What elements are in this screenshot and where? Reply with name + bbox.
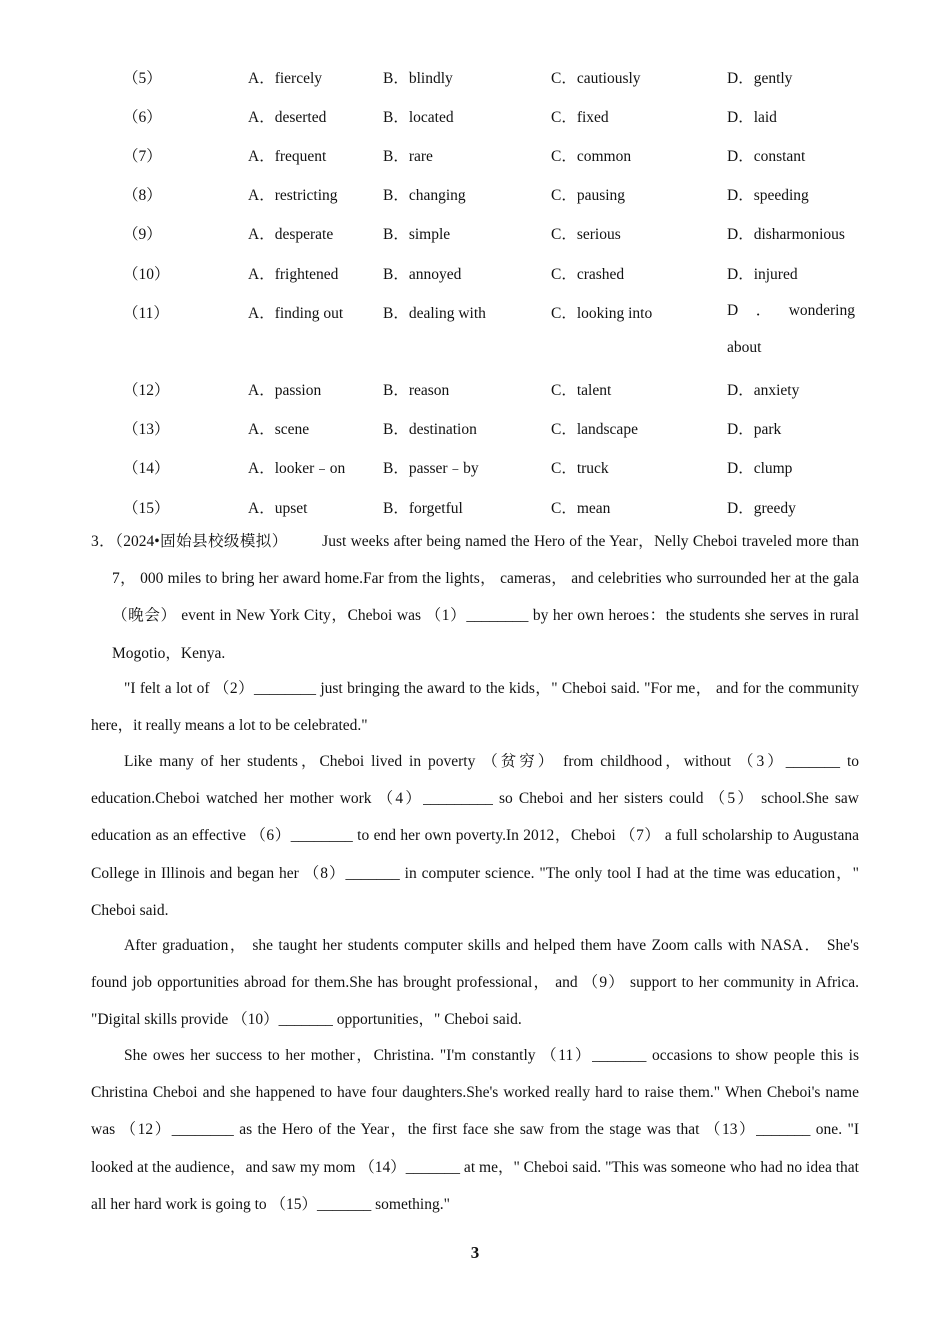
option-d: D．laid <box>727 109 777 126</box>
option-c: C．pausing <box>551 187 626 204</box>
option-a: A．frequent <box>248 148 327 165</box>
question-3-first-paragraph <box>91 523 859 672</box>
option-a: A．desperate <box>248 226 334 243</box>
question-number: （12） <box>123 382 170 399</box>
option-c: C．crashed <box>551 266 625 283</box>
option-c: C．looking into <box>551 305 653 322</box>
option-d: D．anxiety <box>727 382 800 399</box>
option-text: wondering <box>788 302 855 319</box>
option-d: D．constant <box>727 148 806 165</box>
option-b: B．located <box>383 109 454 126</box>
option-b: B．rare <box>383 148 433 165</box>
question-number: （7） <box>123 148 162 165</box>
passage-paragraph-3: Like many of her students，Cheboi lived in poverty （贫穷） from childhood，without （3）_______ to education.Cheboi watched her mother work （4）_________ so Cheboi and her sisters could （5） school.She saw education as an effective （6）________ to end her own poverty.In 2012，Cheboi （7） a full scholarship to Augustana College in Illinois and began her （8）_______ in computer science. "The only tool I had at the time was education，" Cheboi said. <box>91 753 859 919</box>
question-number: （5） <box>123 70 162 87</box>
option-c: C．fixed <box>551 109 609 126</box>
question-number: （15） <box>123 500 170 517</box>
option-d: D．disharmonious <box>727 226 845 243</box>
passage-paragraph: Just weeks after being named the Hero of the Year，Nelly Cheboi traveled more than 7， 000 miles to bring her award home.Far from the lights， cameras， and celebrities who surrounded her at the gala （晚会） event in New York City，Cheboi was （1）________ by her own heroes：the students she serves in rural Mogotio，Kenya. <box>112 533 859 662</box>
option-b: B．changing <box>383 187 466 204</box>
question-number: （10） <box>123 266 170 283</box>
option-d <box>727 292 855 366</box>
option-b: B．destination <box>383 421 477 438</box>
option-a: A．finding out <box>248 305 344 322</box>
question-number: （13） <box>123 421 170 438</box>
option-c: C．serious <box>551 226 621 243</box>
option-a: A．looker﹣on <box>248 460 346 477</box>
option-c: C．cautiously <box>551 70 641 87</box>
option-b: B．simple <box>383 226 451 243</box>
passage-paragraph-4: After graduation， she taught her students computer skills and helped them have Zoom calls with NASA． She's found job opportunities abroad for them.She has brought professional， and （9） support to her community in Africa. "Digital skills provide （10）_______ opportunities，" Cheboi said. <box>91 937 859 1029</box>
option-a: A．fiercely <box>248 70 323 87</box>
option-c: C．common <box>551 148 632 165</box>
option-d: D．park <box>727 421 782 438</box>
option-c: C．truck <box>551 460 609 477</box>
option-b: B．reason <box>383 382 450 399</box>
option-a: A．scene <box>248 421 310 438</box>
option-d: D．speeding <box>727 187 809 204</box>
option-c: C．landscape <box>551 421 638 438</box>
option-b: B．dealing with <box>383 305 486 322</box>
question-number: （14） <box>123 460 170 477</box>
passage-paragraph-5: She owes her success to her mother，Christina. "I'm constantly （11）_______ occasions to show people this is Christina Cheboi and she happened to have four daughters.She's worked really hard to raise them." When Cheboi's name was （12）________ as the Hero of the Year，the first face she saw from the stage was that （13）_______ one. "I looked at the audience，and saw my mom （14）_______ at me，" Cheboi said. "This was someone who had no idea that all her hard work is going to （15）_______ something." <box>91 1047 859 1213</box>
option-a: A．frightened <box>248 266 339 283</box>
option-c: C．mean <box>551 500 611 517</box>
question-number: （8） <box>123 187 162 204</box>
question-header: 3．（2024•固始县校级模拟） <box>91 533 288 550</box>
option-a: A．passion <box>248 382 322 399</box>
question-number: （11） <box>123 305 169 322</box>
option-d: D．injured <box>727 266 798 283</box>
option-c: C．talent <box>551 382 612 399</box>
option-separator: ． <box>755 302 772 319</box>
option-d: D．greedy <box>727 500 796 517</box>
option-a: A．deserted <box>248 109 327 126</box>
option-a: A．upset <box>248 500 308 517</box>
option-b: B．passer﹣by <box>383 460 479 477</box>
option-b: B．annoyed <box>383 266 462 283</box>
question-3-intro <box>91 523 859 672</box>
page-number: 3 <box>470 1243 480 1262</box>
passage-paragraph-2: "I felt a lot of （2）________ just bringing the award to the kids，" Cheboi said. "For me， and for the community here，it really means a lot to be celebrated." <box>91 680 859 735</box>
option-letter: D <box>727 302 739 319</box>
question-number: （6） <box>123 109 162 126</box>
option-b: B．forgetful <box>383 500 463 517</box>
option-a: A．restricting <box>248 187 338 204</box>
option-d-line <box>727 292 855 329</box>
question-number: （9） <box>123 226 162 243</box>
option-b: B．blindly <box>383 70 453 87</box>
option-text-continued: about <box>727 339 762 356</box>
option-d: D．gently <box>727 70 793 87</box>
option-d: D．clump <box>727 460 793 477</box>
